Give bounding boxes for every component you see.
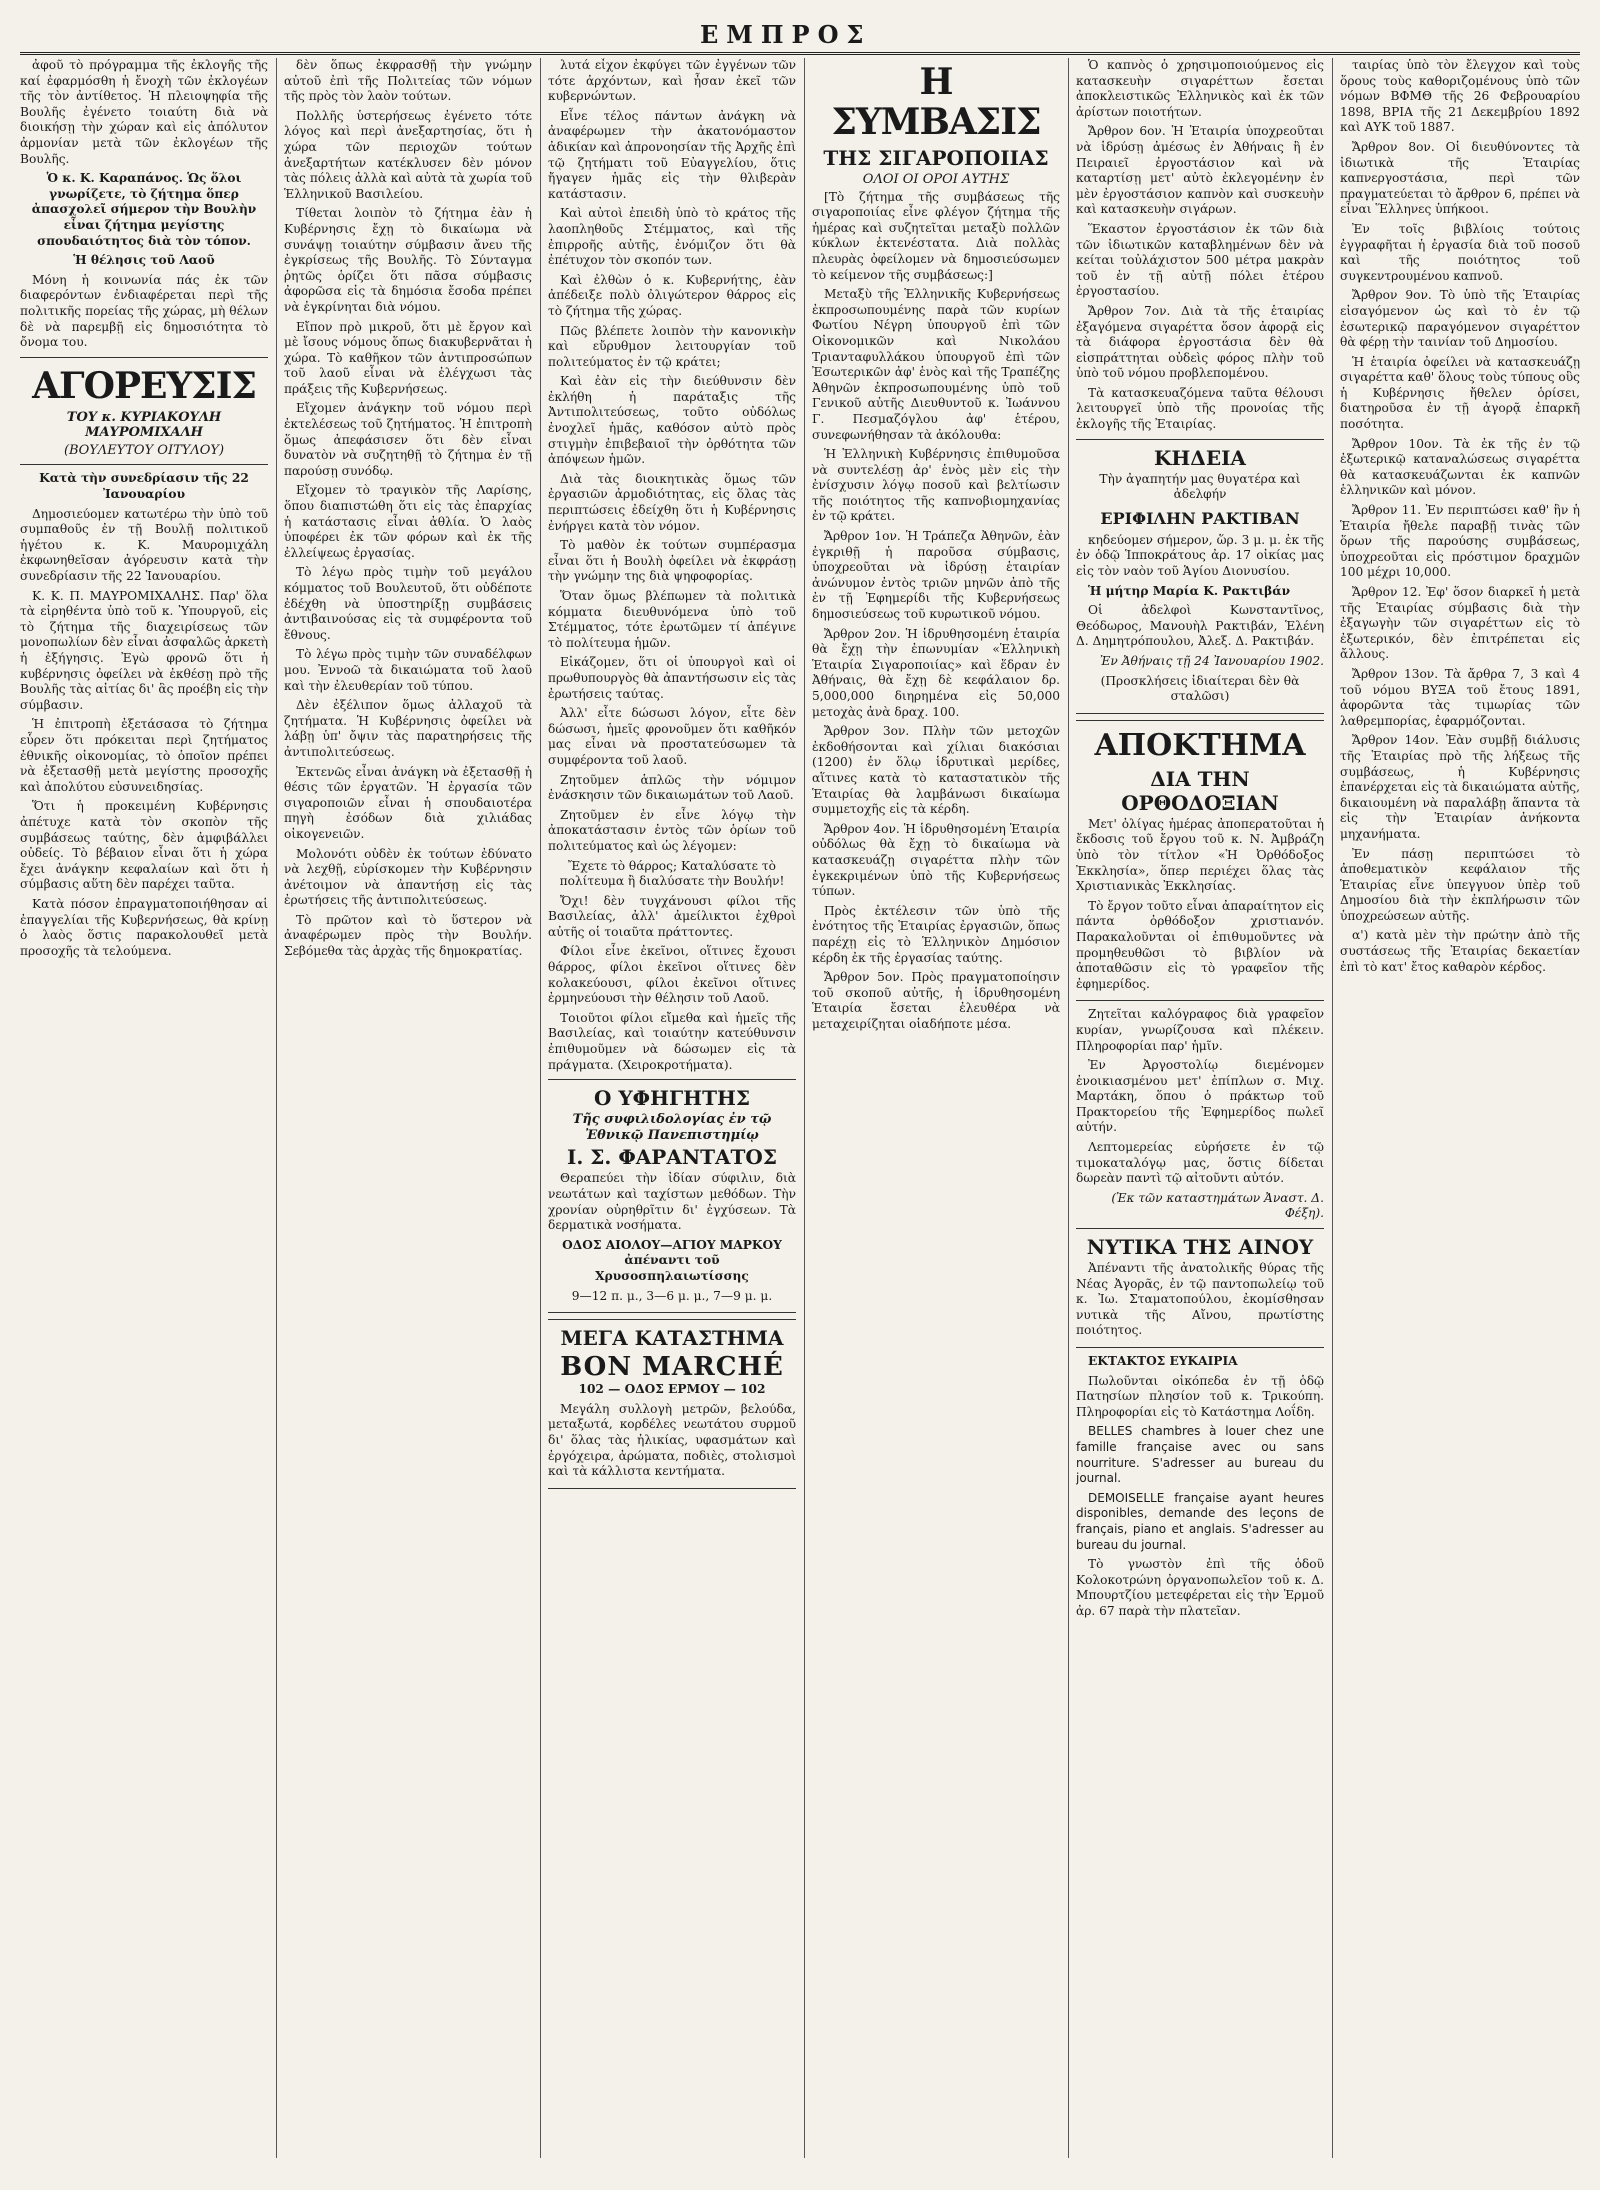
- notice-signature: Ἡ μήτηρ Μαρία Κ. Ρακτιβάν: [1088, 583, 1291, 598]
- article-clause: Ἄρθρον 13ον. Τὰ ἄρθρα 7, 3 καὶ 4 τοῦ νόμου ΒΥΞΑ τοῦ ἔτους 1891, ἀφορῶντα τὰς τιμωρίας τῶν λαθρεμπορίας, ἐφαρμόζονται.: [1340, 666, 1580, 728]
- ad-text: Μετ' ὀλίγας ἡμέρας ἀποπερατοῦται ἡ ἔκδοσις τοῦ ἔργου τοῦ κ. Ν. Ἀμβράζη ὑπὸ τὸν τίτλον «Ἡ Ὀρθόδοξος Ἐκκλησία», ὅπερ περιέχει ὅλας τὰς Χριστιανικὰς Ἐκκλησίας.: [1076, 816, 1324, 894]
- paragraph: Καὶ αὐτοὶ ἐπειδὴ ὑπὸ τὸ κράτος τῆς λαοπληθοῦς Στέμματος, καὶ τῆς ἐπιρροῆς αὐτῆς, ἐνόμιζον ὅτι θὰ ἐπέτυχον τὸν σκοπόν των.: [548, 206, 796, 268]
- paragraph: Ὅταν ὅμως βλέπωμεν τὰ πολιτικὰ κόμματα διευθυνόμενα ὑπὸ τοῦ Στέμματος, τότε ἐρωτῶμεν τί ἀπέγινε τὸ πολίτευμα ἡμῶν.: [548, 589, 796, 650]
- speech-speaker-role: (ΒΟΥΛΕΥΤΟΥ ΟΙΤΥΛΟΥ): [63, 442, 225, 458]
- funeral-notice: [1076, 439, 1324, 714]
- classified: Ἐν Ἀργοστολίῳ διεμένομεν ἐνοικιασμένου μετ' ἐπίπλων σ. Μιχ. Μαρτάκη, ὅπου ὁ πράκτωρ τοῦ Πρακτορείου τῆς Ἐφημερίδος πωλεῖ αὐτήν.: [1076, 1058, 1324, 1135]
- ad-title: ΜΕΓΑ ΚΑΤΑΣΤΗΜΑ: [560, 1326, 784, 1351]
- paragraph: Τὸ λέγω πρὸς τιμὴν τῶν συναδέλφων μου. Ἐννοῶ τὰ δικαιώματα τοῦ λαοῦ καὶ τὴν ἐλευθερίαν τοῦ τύπου.: [284, 647, 532, 693]
- ad-store-name: BON MARCHÉ: [560, 1352, 784, 1383]
- paragraph: Φίλοι εἶνε ἐκεῖνοι, οἵτινες ἔχουσι θάρρος, φίλοι ἐκεῖνοι οἵτινες δὲν κολακεύουσι, φίλοι ἐκεῖνοι οἵτινες ἐρμηνεύουσι τὴν θέλησιν τοῦ Λαοῦ.: [548, 944, 796, 1006]
- paragraph: Τὰ κατασκευαζόμενα ταῦτα θέλουσι λειτουργεῖ ὑπὸ τῆς προνοίας τῆς ἐκλογῆς τῆς Ἐταιρίας.: [1076, 385, 1324, 432]
- doctor-ad: [548, 1079, 796, 1313]
- masthead: [20, 18, 1580, 55]
- notice-text: Τὴν ἀγαπητήν μας θυγατέρα καὶ ἀδελφήν: [1099, 471, 1301, 502]
- article-clause: Ἄρθρον 8ον. Οἱ διευθύνοντες τὰ ἰδιωτικὰ τῆς Ἑταιρίας καπνεργοστάσια, περὶ τῶν πραγματεύεται τὸ ἄρθρον 6, πρέπει νὰ εἶναι Ἕλληνες ὑπήκοοι.: [1340, 139, 1580, 217]
- column-rule: [804, 58, 805, 2158]
- article-clause: Ἄρθρον 14ον. Ἐὰν συμβῇ διάλυσις τῆς Ἑταιρίας πρὸ τῆς λήξεως τῆς συμβάσεως, ἡ Κυβέρνησις ἐπανέρχεται εἰς τὰ δικαιώματα αὐτῆς, δικαιουμένη νὰ παραλάβῃ ἅπαντα τὰ εἰς τὴν Ἑταιρίαν ἀνήκοντα μηχανήματα.: [1340, 733, 1580, 841]
- paragraph: Διὰ τὰς διοικητικὰς ὅμως τῶν ἐργασιῶν ἀρμοδιότητας, εἰς ὅλας τὰς περιπτώσεις ἐδείχθη ὅτι ἡ Κυβέρνησις ἐνήργει κατὰ τὸν νόμον.: [548, 471, 796, 533]
- paragraph: Ὅτι ἡ προκειμένη Κυβέρνησις ἀπέτυχε κατὰ τὸν σκοπὸν τῆς συμβάσεως ταύτης, δὲν ἀμφιβάλλει οὐδείς. Τὸ βέβαιον εἶναι ὅτι ἡ χώρα ἔχει ἀνάγκην κεφαλαίων καὶ ὅτι ἡ σύμβασις αὕτη δὲν παρέχει ταῦτα.: [20, 799, 268, 892]
- paragraph: Δὲν ἐξέλιπον ὅμως ἀλλαχοῦ τὰ ζητήματα. Ἡ Κυβέρνησις ὀφείλει νὰ λάβῃ ὑπ' ὄψιν τὰς παρατηρήσεις τῆς ἀντιπολιτεύσεως.: [284, 698, 532, 759]
- ad-address: 102 — ΟΔΟΣ ΕΡΜΟΥ — 102: [578, 1382, 766, 1397]
- paragraph: Τὸ μαθὸν ἐκ τούτων συμπέρασμα εἶναι ὅτι ἡ Βουλὴ ὀφείλει νὰ ἐκφράσῃ τὴν γνώμην της διὰ ψηφοφορίας.: [548, 538, 796, 584]
- newspaper-page: [20, 18, 1580, 2168]
- notice-title: ΚΗΔΕΙΑ: [1154, 445, 1246, 470]
- ad-text: Μεγάλη συλλογὴ μετρῶν, βελούδα, μεταξωτά, κορδέλες νεωτάτου συρμοῦ δι' ὅλας τὰς ἡλικίας, υφασμάτων καὶ ἐργόχειρα, ἀρώματα, ποδιὲς, στολισμοὶ καὶ τὰ κάλλιστα κεντήματα.: [548, 1401, 796, 1479]
- column-rule: [540, 58, 541, 2158]
- column-5: [1076, 58, 1324, 2158]
- paragraph: Μολονότι οὐδὲν ἐκ τούτων ἐδύνατο νὰ λεχθῇ, εὑρίσκομεν τὴν Κυβέρνησιν ἀνέτοιμον νὰ ἀπαντήσῃ εἰς τὰς ἐρωτήσεις τῆς ἀντιπολιτεύσεως.: [284, 846, 532, 908]
- article-clause: Ἄρθρον 7ον. Διὰ τὰ τῆς ἑταιρίας ἐξαγόμενα σιγαρέττα ὅσον ἀφορᾷ εἰς τὰ διάφορα ἐργοστάσια δὲν θὰ εἰσπράττηται οὐδεὶς φόρος πλὴν τοῦ ὑπὸ τοῦ νόμου προβλεπομένου.: [1076, 303, 1324, 381]
- goods-ad: [1076, 1228, 1324, 1348]
- paragraph: Ἐκτενῶς εἶναι ἀνάγκη νὰ ἐξετασθῇ ἡ θέσις τῶν ἐργατῶν. Ἡ ἐργασία τῶν σιγαροποιῶν εἶναι ἡ σπουδαιοτέρα πηγὴ ἐσόδων διὰ χιλιάδας οἰκογενειῶν.: [284, 764, 532, 841]
- paragraph: Ζητοῦμεν ἐν εἶνε λόγῳ τὴν ἀποκατάστασιν ἐντὸς τῶν ὁρίων τοῦ πολιτεύματος καὶ ὡς λέγομεν:: [548, 807, 796, 853]
- ad-title: ΑΠΟΚΤΗΜΑ: [1094, 727, 1306, 763]
- column-rule: [1068, 58, 1069, 2158]
- notice-date: Ἐν Ἀθήναις τῇ 24 Ἰανουαρίου 1902.: [1100, 654, 1324, 668]
- speech-title: ΑΓΟΡΕΥΣΙΣ: [32, 364, 256, 407]
- article-clause: Ἄρθρον 9ον. Τὸ ὑπὸ τῆς Ἑταιρίας εἰσαγόμενον ὡς καὶ τὸ ἐν τῷ ἐσωτερικῷ παραγόμενον σιγαρέττον θὰ φέρῃ τὴν ταινίαν τοῦ Δημοσίου.: [1340, 288, 1580, 350]
- article-clause: Ἄρθρον 3ον. Πλὴν τῶν μετοχῶν ἐκδοθήσονται καὶ χίλιαι διακόσιαι (1200) ἐν ὅλῳ ἱδρυτικαὶ μερίδες, αἵτινες κατὰ τὸ καταστατικὸν τῆς Ἑταιρίας θὰ λαμβάνωσι δικαίωμα συμμετοχῆς εἰς τὰ κέρδη.: [812, 724, 1060, 817]
- notice-body: κηδεύομεν σήμερον, ὥρ. 3 μ. μ. ἐκ τῆς ἐν ὁδῷ Ἱπποκράτους ἀρ. 17 οἰκίας μας εἰς τὸν ναὸν τοῦ Ἁγίου Διονυσίου.: [1076, 532, 1324, 579]
- paragraph: Ζητοῦμεν ἁπλῶς τὴν νόμιμον ἐνάσκησιν τῶν δικαιωμάτων τοῦ Λαοῦ.: [548, 772, 796, 803]
- speech-date: Κατὰ τὴν συνεδρίασιν τῆς 22 Ἰανουαρίου: [39, 471, 249, 502]
- paragraph: Ἡ ἐπιτροπὴ ἐξετάσασα τὸ ζήτημα εὗρεν ὅτι πρόκειται περὶ ζητήματος ἐθνικῆς οἰκονομίας, τὸ ὁποῖον πρέπει νὰ ἐξετασθῇ μετὰ μεγίστης προσοχῆς καὶ ἀπολύτου εὐσυνειδησίας.: [20, 717, 268, 794]
- column-2: [284, 58, 532, 2158]
- subheading: Ἡ θέλησις τοῦ Λαοῦ: [73, 253, 215, 268]
- paragraph: α') κατὰ μὲν τὴν πρώτην ἀπὸ τῆς συστάσεως τῆς Ἑταιρίας δεκαετίαν ἐπὶ τὸ κατ' ἔτος καθαρὸν κέρδος.: [1340, 928, 1580, 974]
- paragraph: Ὁ καπνὸς ὁ χρησιμοποιούμενος εἰς κατασκευὴν σιγαρέττων ἔσεται ἀποκλειστικῶς Ἑλληνικὸς καὶ ἐκ τῶν ἀρίστων ποιοτήτων.: [1076, 58, 1324, 119]
- quote: Ἔχετε τὸ θάρρος; Καταλύσατε τὸ πολίτευμα ἢ διαλύσατε τὴν Βουλήν!: [559, 858, 785, 889]
- paragraph: Τὸ πρῶτον καὶ τὸ ὕστερον νὰ ἀναφέρωμεν πρὸς τὴν Βουλήν. Σεβόμεθα τὰς ἀρχὰς τῆς δημοκρατίας.: [284, 912, 532, 959]
- article-clause: Ἄρθρον 12. Ἐφ' ὅσον διαρκεῖ ἡ μετὰ τῆς Ἑταιρίας σύμβασις διὰ τὴν ἐξαγωγὴν τῶν σιγαρέττων εἰς τὸ ἐξωτερικόν, δὲν ἐπιτρέπεται εἰς ἄλλους.: [1340, 585, 1580, 662]
- column-1: [20, 58, 268, 2158]
- classified: Ζητεῖται καλόγραφος διὰ γραφεῖον κυρίαν, γνωρίζουσα καὶ πλέκειν. Πληροφορίαι παρ' ἡμῖν.: [1076, 1007, 1324, 1053]
- speech-speaker: ΤΟΥ κ. ΚΥΡΙΑΚΟΥΛΗ ΜΑΥΡΟΜΙΧΑΛΗ: [66, 409, 222, 441]
- ad-address: ΟΔΟΣ ΑΙΟΛΟΥ—ΑΓΙΟΥ ΜΑΡΚΟΥ ἀπέναντι τοῦ Χρυσοσπηλαιωτίσσης: [562, 1237, 782, 1283]
- ad-title: Ο ΥΦΗΓΗΤΗΣ: [594, 1086, 750, 1111]
- paragraph: Τοιοῦτοι φίλοι εἴμεθα καὶ ἡμεῖς τῆς Βασιλείας, καὶ τοιαύτην κατεύθυνσιν ἐπιθυμοῦμεν νὰ δώσωμεν εἰς τὰ πράγματα. (Χειροκροτήματα).: [548, 1010, 796, 1072]
- article-kicker: ΟΛΟΙ ΟΙ ΟΡΟΙ ΑΥΤΗΣ: [862, 172, 1010, 187]
- ad-text: Θεραπεύει τὴν ἰδίαν σύφιλιν, διὰ νεωτάτων καὶ ταχίστων μεθόδων. Τὴν χρονίαν οὐρηθρῖτιν δι' ἐγχύσεων. Τὰ δερματικὰ νοσήματα.: [548, 1171, 796, 1233]
- column-rule: [276, 58, 277, 2158]
- ad-name: Ι. Σ. ΦΑΡΑΝΤΑΤΟΣ: [567, 1145, 777, 1170]
- ad-text: Τὸ ἔργον τοῦτο εἶναι ἀπαραίτητον εἰς πάντα ὀρθόδοξον χριστιανόν. Παρακαλοῦνται οἱ ἐπιθυμοῦντες νὰ προμηθευθῶσι τὸ βιβλίον νὰ ἀποταθῶσιν εἰς τὸ γραφεῖον τῆς ἐφημερίδος.: [1076, 898, 1324, 991]
- classified: Πωλοῦνται οἰκόπεδα ἐν τῇ ὁδῷ Πατησίων πλησίον τοῦ κ. Τρικούπη. Πληροφορίαι εἰς τὸ Κατάστημα Λοΐδη.: [1076, 1373, 1324, 1419]
- article-clause: Ἄρθρον 4ον. Ἡ ἱδρυθησομένη Ἑταιρία οὐδόλως θὰ ἔχῃ τὸ δικαίωμα νὰ κατασκευάζῃ σιγαρέττα πλὴν τῶν ἐγκεκριμένων ὑπὸ τῆς Κυβερνήσεως τύπων.: [812, 821, 1060, 899]
- paragraph: Καὶ ἐὰν εἰς τὴν διεύθυνσιν δὲν ἐκλήθη ἡ παράταξις τῆς Ἀντιπολιτεύσεως, τοῦτο οὐδόλως ἐνοχλεῖ ἡμᾶς, καθόσον αὐτὸ πρὸς στιγμὴν ἐπιβεβαιοῖ τὴν ὀρθότητα τῶν ἀπόψεων ἡμῶν.: [548, 374, 796, 467]
- ad-hours: 9—12 π. μ., 3—6 μ. μ., 7—9 μ. μ.: [571, 1288, 773, 1303]
- paragraph: Ἀλλ' εἶτε δώσωσι λόγον, εἶτε δὲν δώσωσι, ἡμεῖς φρονοῦμεν ὅτι καθῆκόν μας εἶναι νὰ προστατεύσωμεν τὰ συμφέροντα τοῦ λαοῦ.: [548, 706, 796, 767]
- column-rule: [1332, 58, 1333, 2158]
- paragraph: Ὄχι! δὲν τυγχάνουσι φίλοι τῆς Βασιλείας, ἀλλ' ἀμείλικτοι ἐχθροὶ αὐτῆς οἱ τοιαῦτα πράττοντες.: [548, 893, 796, 939]
- article-clause: Ἄρθρον 6ον. Ἡ Ἑταιρία ὑποχρεοῦται νὰ ἱδρύσῃ ἀμέσως ἐν Ἀθήναις ἢ ἐν Πειραιεῖ ἐργοστάσιον καὶ νὰ καταρτίσῃ μετ' αὐτὸ ἐκλεγομένην ἐν μὲν ἐργοστάσιον καπνὸν καὶ συσκευὴν καὶ κατασκευὴν σιγάρων.: [1076, 124, 1324, 217]
- paragraph: Εἴπον πρὸ μικροῦ, ὅτι μὲ ἔργον καὶ μὲ ἴσους νόμους ὅπως διακυβερνᾶται ἡ χώρα. Τὸ καθῆκον τῶν ἀντιπροσώπων τοῦ λαοῦ εἶναι νὰ ἐλέγχωσι τὰς πράξεις τῆς Κυβερνήσεως.: [284, 319, 532, 396]
- paragraph: Τίθεται λοιπὸν τὸ ζήτημα ἐὰν ἡ Κυβέρνησις ἔχῃ τὸ δικαίωμα νὰ συνάψῃ τοιαύτην σύμβασιν ἄνευ τῆς ἐγκρίσεως τῆς Βουλῆς. Τὸ Σύνταγμα ῥητῶς ὁρίζει ὅτι πᾶσα σύμβασις ἀφορῶσα εἰς τὰ δημόσια ἔσοδα πρέπει νὰ ἐγκρίνηται διὰ νόμου.: [284, 206, 532, 314]
- article-clause: Ἄρθρον 10ον. Τὰ ἐκ τῆς ἐν τῷ ἐξωτερικῷ καταναλώσεως σιγαρέττα θὰ κατασκευάζωνται ἐκ καπνῶν ἑλληνικῶν καὶ μόνον.: [1340, 436, 1580, 498]
- paragraph: Μόνη ἡ κοινωνία πάς ἐκ τῶν διαφερόντων ἐνδιαφέρεται περὶ τῆς πολιτικῆς πορείας τῆς χώρας, μὴ θέλων δὲ νὰ παρεμβῇ εἰς δημοσιότητα τὸ ὄνομα του.: [20, 272, 268, 350]
- paragraph: Εἴχομεν ἀνάγκην τοῦ νόμου περὶ ἐκτελέσεως τοῦ ζητήματος. Ἡ ἐπιτροπὴ ὅμως ἀπεφάσισεν ὅτι δὲν εἶναι δυνατὸν νὰ συζητηθῇ τὸ ζήτημα ἐν τῇ παρούσῃ συνόδῳ.: [284, 401, 532, 478]
- classified-source: (Ἐκ τῶν καταστημάτων Ἀναστ. Δ. Φέξη).: [1111, 1190, 1324, 1221]
- column-6: [1340, 58, 1580, 2158]
- paragraph: [Τὸ ζήτημα τῆς συμβάσεως τῆς σιγαροποιίας εἶνε φλέγον ζήτημα τῆς ἡμέρας καὶ συζητεῖται μεταξὺ πολλῶν κύκλων ἐκτενέστατα. Διὰ πολλὰς πλευρὰς ὀφείλομεν νὰ δημοσιεύσωμεν τὸ κείμενον τῆς συμβάσεως:]: [812, 189, 1060, 282]
- classified-french: BELLES chambres à louer chez une famille française avec ou sans nourriture. S'adresser au bureau du journal.: [1076, 1424, 1324, 1486]
- paragraph: Εἶνε τέλος πάντων ἀνάγκη νὰ ἀναφέρωμεν τὴν ἀκατονόμαστον ἀδικίαν καὶ ἀπρονοησίαν τῆς Ἀρχῆς ἐπὶ τῷ ζητήματι τοῦ Εὐαγγελίου, ὅτις ἤγαγεν ἡμᾶς εἰς τὴν θλιβερὰν κατάστασιν.: [548, 108, 796, 201]
- ad-text: Ἀπέναντι τῆς ἀνατολικῆς θύρας τῆς Νέας Ἀγορᾶς, ἐν τῷ παντοπωλείῳ τοῦ κ. Ἰω. Σταματοπούλου, ἐκομίσθησαν νυτικὰ τῆς Αἴνου, πρωτίστης ποιότητος.: [1076, 1261, 1324, 1338]
- newspaper-title: ΕΜΠΡΟΣ: [700, 20, 872, 49]
- paragraph: Πρὸς ἐκτέλεσιν τῶν ὑπὸ τῆς ἐνότητος τῆς Ἑταιρίας ἐργασιῶν, ὅπως παρέχῃ εἰς τὸ Ἑλληνικὸν Δημόσιον κέρδη ἐκ τῆς ἐργασίας ταύτης.: [812, 903, 1060, 965]
- article-clause: Ἄρθρον 5ον. Πρὸς πραγματοποίησιν τοῦ σκοποῦ αὐτῆς, ἡ ἱδρυθησομένη Ἑταιρία ἔσεται ἐλευθέρα νὰ μεταχειρίζηται οἱαδήποτε μέσα.: [812, 970, 1060, 1031]
- notice-siblings: Οἱ ἀδελφοὶ Κωνσταντῖνος, Θεόδωρος, Μανουὴλ Ρακτιβάν, Ἑλένη Δ. Δημητρόπουλου, Ἀλεξ. Δ. Ρακτιβάν.: [1076, 603, 1324, 649]
- paragraph: Ἕκαστον ἐργοστάσιον ἐκ τῶν διὰ τῶν ἰδιωτικῶν καταβλημένων δὲν νὰ κείται τοὐλάχιστον 500 μέτρα μακρὰν τοῦ ἐν τῇ αὐτῇ πόλει ἑτέρου ἐργοστασίου.: [1076, 221, 1324, 299]
- speech-header-box: [20, 357, 268, 466]
- paragraph: Ἡ ἑταιρία ὀφείλει νὰ κατασκευάζῃ σιγαρέττα καθ' ὅλους τοὺς τύπους οὓς ἡ Κυβέρνησις ἤθελεν ὁρίσει, διατηροῦσα ἐν τῇ ἀγορᾷ ἐπαρκῆ ποσότητα.: [1340, 354, 1580, 432]
- ad-title: ΝΥΤΙΚΑ ΤΗΣ ΑΙΝΟΥ: [1086, 1235, 1314, 1260]
- article-clause: Ἄρθρον 1ον. Ἡ Τράπεζα Ἀθηνῶν, ἐὰν ἐγκριθῇ ἡ παροῦσα σύμβασις, ὑποχρεοῦται νὰ ἱδρύσῃ ἑταιρίαν ἀνώνυμον ἐντὸς τριῶν μηνῶν ἀπὸ τῆς ἐν τῇ Ἐφημερίδι τῆς Κυβερνήσεως δημοσιεύσεως τοῦ κυρωτικοῦ νόμου.: [812, 529, 1060, 622]
- paragraph: Ἐν τοῖς βιβλίοις τούτοις ἐγγραφῆται ἡ ἐργασία διὰ τοῦ ποσοῦ καὶ τῆς ποιότητος τοῦ συγκεντρουμένου καπνοῦ.: [1340, 221, 1580, 283]
- paragraph: Ἐν πάσῃ περιπτώσει τὸ ἀποθεματικὸν κεφάλαιον τῆς Ἑταιρίας εἶνε ὑπεγγυον ὑπὲρ τοῦ Δημοσίου διὰ τὴν ἐκπλήρωσιν τῶν ὑποχρεώσεων αὐτῆς.: [1340, 846, 1580, 923]
- paragraph: λυτά εἶχον ἐκφύγει τῶν ἐγγένων τῶν τότε ἀρχόντων, καὶ ἦσαν ἐκεῖ τῶν κυβερνώντων.: [548, 58, 796, 104]
- paragraph: Δημοσιεύομεν κατωτέρω τὴν ὑπὸ τοῦ συμπαθοῦς ἐν τῇ Βουλῇ πολιτικοῦ ἡγέτου κ. Κ. Μαυρομιχάλη ἐκφωνηθεῖσαν ἀγόρευσιν κατὰ τὴν συνεδρίασιν τῆς 22 Ἰανουαρίου.: [20, 506, 268, 584]
- paragraph: Τὸ λέγω πρὸς τιμὴν τοῦ μεγάλου κόμματος τοῦ Βουλευτοῦ, ὅτι οὐδέποτε ἐδέχθη νὰ ὑποστηρίξῃ συμβάσεις ἀντιβαινούσας εἰς τὰ συμφέροντα τοῦ ἔθνους.: [284, 565, 532, 642]
- classified-french: DEMOISELLE française ayant heures disponibles, demande des leçons de français, piano et anglais. S'adresser au bureau du journal.: [1076, 1490, 1324, 1552]
- paragraph: Καὶ ἐλθὼν ὁ κ. Κυβερνήτης, ἐὰν ἀπέδειξε πολὺ ὀλιγώτερον θάρρος εἰς τὸ ζήτημα τῆς χώρας.: [548, 272, 796, 318]
- article-headline-2: ΤΗΣ ΣΙΓΑΡΟΠΟΙΙΑΣ: [823, 146, 1049, 170]
- classified: Τὸ γνωστὸν ἐπὶ τῆς ὁδοῦ Κολοκοτρώνη ὀργανοπωλεῖον τοῦ κ. Δ. Μπουρτζίου μετεφέρεται εἰς τὴν Ἐρμοῦ ἀρ. 67 παρὰ τὴν πλατεῖαν.: [1076, 1557, 1324, 1618]
- paragraph: ἀφοῦ τὸ πρόγραμμα τῆς ἐκλογῆς τῆς καί ἐφαρμόσθη ἡ ἔνοχὴ τῶν ἐκλογέων τῆς τὸν ἀντίθετος. Ἡ πλειοψηφία τῆς Βουλῆς ἐγένετο τοιαύτη διὰ νὰ διοικήσῃ τὴν χώραν καὶ εἰς ἀπόλυτον ἀρμονίαν μετὰ τῶν ἐκλογέων τῆς Βουλῆς.: [20, 58, 268, 166]
- notice-name: ΕΡΙΦΙΛΗΝ ΡΑΚΤΙΒΑΝ: [1100, 508, 1300, 528]
- paragraph: δὲν ὅπως ἐκφρασθῇ τὴν γνώμην αὐτοῦ ἐπὶ τῆς Πολιτείας τῶν νόμων τῆς πρὸς τὸν λαὸν τούτων.: [284, 58, 532, 104]
- article-clause: Ἄρθρον 11. Ἐν περιπτώσει καθ' ἣν ἡ Ἑταιρία ἤθελε παραβῇ τινὰς τῶν ὅρων τῆς παρούσης συμβάσεως, ὑποχρεοῦται εἰς πρόστιμον δραχμῶν 100 μέχρι 10,000.: [1340, 503, 1580, 580]
- column-3: [548, 58, 796, 2158]
- paragraph: Εἰκάζομεν, ὅτι οἱ ὑπουργοὶ καὶ οἱ πρωθυπουργὸς θὰ ἀπαντήσωσιν εἰς τὰς ἐρωτήσεις ταύτας.: [548, 655, 796, 701]
- article-headline: Η ΣΥΜΒΑΣΙΣ: [831, 61, 1041, 143]
- classified-title: ΕΚΤΑΚΤΟΣ ΕΥΚΑΙΡΙΑ: [1088, 1354, 1238, 1368]
- speaker-heading: Ὁ κ. Κ. Καραπάνος. Ὡς ὅλοι γνωρίζετε, τὸ ζήτημα ὅπερ ἀπασχολεῖ σήμερον τὴν Βουλὴν εἶναι ζήτημα μεγίστης σπουδαιότητος διὰ τὸν τόπον.: [31, 171, 257, 248]
- classified: Λεπτομερείας εὑρήσετε ἐν τῷ τιμοκαταλόγῳ μας, ὅστις δίδεται δωρεὰν παντὶ τῷ αἰτοῦντι αὐτόν.: [1076, 1140, 1324, 1186]
- paragraph: Εἴχομεν τὸ τραγικὸν τῆς Λαρίσης, ὅπου διαπιστώθη ὅτι εἰς τὰς ἐπαρχίας ἡ κατάστασις εἶναι ἀθλία. Ὁ λαὸς ὑποφέρει ἐκ τῶν φόρων καὶ ἐκ τῆς ἐλλείψεως ἐργασίας.: [284, 483, 532, 560]
- paragraph: Μεταξὺ τῆς Ἑλληνικῆς Κυβερνήσεως ἐκπροσωπουμένης παρὰ τῶν κυρίων Φωτίου Νέγρη ὑπουργοῦ ἐπὶ τῶν Οἰκονομικῶν καὶ Νικολάου Τριανταφυλλάκου ὑπουργοῦ ἐπὶ τῶν Ἐσωτερικῶν ἀφ' ἑνὸς καὶ τῆς Τραπέζης Ἀθηνῶν ἐκπροσωπουμένης ὑπὸ τοῦ Γενικοῦ αὐτῆς Διευθυντοῦ κ. Ἰωάννου Γ. Πεσμαζόγλου ἀφ' ἑτέρου, συνεφωνήθησαν τὰ ἀκόλουθα:: [812, 287, 1060, 442]
- book-ad: [1076, 720, 1324, 1002]
- store-ad: [548, 1319, 796, 1489]
- article-clause: Ἄρθρον 2ον. Ἡ ἱδρυθησομένη ἑταιρία θὰ ἔχῃ τὴν ἐπωνυμίαν «Ἑλληνικὴ Ἑταιρία Σιγαροποιίας» καὶ ἕδραν ἐν Ἀθήναις, θὰ ἔχῃ δὲ κεφάλαιον δρ. 5,000,000 διηρημένα εἰς 50,000 μετοχὰς ἀνὰ δραχ. 100.: [812, 626, 1060, 719]
- paragraph: Πῶς βλέπετε λοιπὸν τὴν κανονικὴν καὶ εὔρυθμον λειτουργίαν τοῦ πολιτεύματος ἐν τῷ κράτει;: [548, 323, 796, 369]
- paragraph: Κ. Κ. Π. ΜΑΥΡΟΜΙΧΑΛΗΣ. Παρ' ὅλα τὰ εἰρηθέντα ὑπὸ τοῦ κ. Ὑπουργοῦ, εἰς τὸ ζήτημα τῆς διαχειρίσεως τῶν μονοπωλίων δὲν εἶναι ἀσφαλῶς ἀρκετὴ ἡ ἐξήγησις. Ἐγὼ φρονῶ ὅτι ἡ κυβέρνησις ὀφείλει νὰ ἐκθέσῃ πρὸ τῆς Βουλῆς τὰς αἰτίας δι' ἃς προέβη εἰς τὴν σύμβασιν.: [20, 588, 268, 712]
- column-4: [812, 58, 1060, 2158]
- paragraph: Ἡ Ἑλληνικὴ Κυβέρνησις ἐπιθυμοῦσα νὰ συντελέσῃ ἀρ' ἑνὸς μὲν εἰς τὴν ἐνίσχυσιν λόγῳ ποσοῦ καὶ βελτίωσιν τῆς ποιότητος τῆς καπνοβιομηχανίας ἐν τῷ κράτει.: [812, 447, 1060, 524]
- ad-subtitle: ΔΙΑ ΤΗΝ ΟΡΘΟΔΟΞΙΑΝ: [1121, 766, 1279, 815]
- ad-subtitle: Τῆς συφιλιδολογίας ἐν τῷ Ἐθνικῷ Πανεπιστημίῳ: [572, 1112, 772, 1143]
- paragraph: Κατὰ πόσον ἐπραγματοποιήθησαν αἱ ἐπαγγελίαι τῆς Κυβερνήσεως, θὰ κρίνῃ ὁ λαὸς ὅστις παρακολουθεῖ μετὰ προσοχῆς τὰ τελούμενα.: [20, 896, 268, 958]
- notice-note: (Προσκλήσεις ἰδιαίτεραι δὲν θὰ σταλῶσι): [1100, 673, 1300, 704]
- paragraph: Πολλῆς ὑστερήσεως ἐγένετο τότε λόγος καὶ περὶ ἀνεξαρτησίας, ὅτι ἡ χώρα τῶν περιοχῶν τούτων ἀνεξαρτήτων κατέκλυσεν δὲν μόνον τὰς πόλεις ἀλλὰ καὶ αὐτὰ τὰ χωρία τοῦ Ἑλληνικοῦ Βασιλείου.: [284, 108, 532, 201]
- paragraph: ταιρίας ὑπὸ τὸν ἔλεγχον καὶ τοὺς ὅρους τοὺς καθοριζομένους ὑπὸ τῶν νόμων ΒΦΜΘ τῆς 26 Φεβρουαρίου 1898, ΒΡΙΑ τῆς 21 Δεκεμβρίου 1892 καὶ ΑΥΚ τοῦ 1887.: [1340, 58, 1580, 135]
